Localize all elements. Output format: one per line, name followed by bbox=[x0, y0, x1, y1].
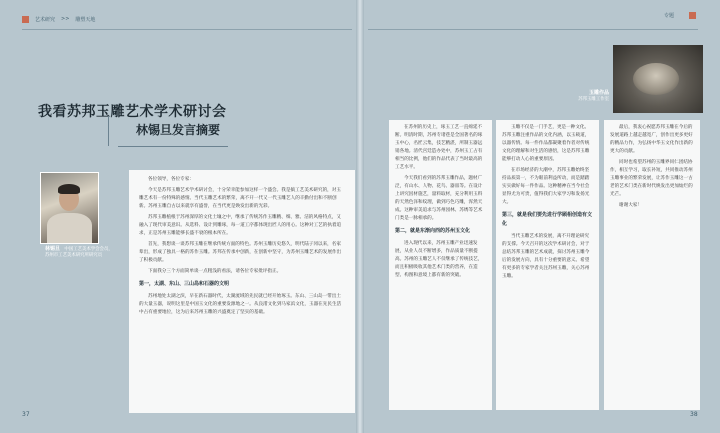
article-column-3 bbox=[496, 120, 599, 410]
figure-title: 玉雕作品 bbox=[588, 90, 609, 96]
breadcrumb-item: 艺术研究 bbox=[35, 16, 56, 23]
paragraph: 同时也希望苏州的玉雕界同仁团结协作，相互学习，取长补短，共同推动苏州玉雕事业的繁荣发展，让苏作玉雕这一古老的艺术门类在新时代焕发出更加灿烂的光芒。 bbox=[610, 160, 693, 198]
author-role: 中国工艺美术学会会员，苏州市工艺美术研究所研究员 bbox=[45, 247, 113, 259]
section-label: 专题 bbox=[663, 13, 674, 19]
article-column-4 bbox=[604, 120, 700, 410]
paragraph: 下面我分三个方面简单谈一点粗浅的看法，请各位专家批评指正。 bbox=[148, 269, 282, 275]
page-number-right: 38 bbox=[690, 411, 698, 418]
paragraph: 苏州地处太湖之滨，早在新石器时代，太湖流域的先民就已经开始琢玉。东山、三山岛一带出土的大量玉器，说明这里是中国玉文化的重要发源地之一。从良渚文化到马家浜文化，玉器在先民生活中占有重要地位，这为后来苏州玉雕的兴盛奠定了坚实的基础。 bbox=[139, 294, 342, 316]
breadcrumb-separator: >> bbox=[61, 16, 70, 22]
paragraph: 最后，我衷心祝愿苏邦玉雕在今后的发展道路上越走越宽广，创作出更多更好的精品力作，为弘扬中华玉文化作出新的更大的贡献。 bbox=[610, 125, 693, 155]
paragraph: 在市场经济的大潮中，苏邦玉雕始终坚持品质第一，不为眼前利益所动，而是踏踏实实做好每一件作品。这种精神在当今社会显得尤为可贵，值得我们大家学习和发扬光大。 bbox=[502, 168, 590, 206]
author-name: 林锡旦 bbox=[45, 246, 61, 252]
section-heading: 第三，就是我们要先进行学顾相创造有文化 bbox=[502, 212, 593, 228]
article-title: 我看苏邦玉雕艺术学术研讨会 bbox=[38, 104, 227, 120]
title-underline bbox=[118, 146, 228, 147]
article-column-2 bbox=[389, 120, 492, 410]
paragraph: 苏邦玉雕植根于苏州深厚的文化土壤之中，继承了传统苏作玉雕精、细、雅、洁的风格特点，又融入了现代审美意识。从选料、设计到雕琢，每一道工序都体现出匠人的用心。这种对工艺的执着追求，正是苏州玉雕能够长盛不衰的根本所在。 bbox=[139, 215, 342, 237]
breadcrumb-item: 雕塑天地 bbox=[75, 16, 96, 23]
paragraph: 谢谢大家！ bbox=[619, 203, 642, 209]
author-photo bbox=[40, 172, 99, 244]
paragraph: 当代玉雕艺术的发展，离不开理论研究的支撑。今天召开的这次学术研讨会，对于总结苏邦玉雕的艺术成就，探讨苏州玉雕今后的发展方向，具有十分重要的意义。希望有更多的专家学者关注苏州玉雕，关心苏州玉雕。 bbox=[502, 233, 590, 279]
section-heading: 第二，就是东渐向西的苏州玉文化 bbox=[395, 228, 471, 235]
article-subtitle: 林锡旦发言摘要 bbox=[136, 123, 221, 137]
paragraph: 进入现代以来，苏州玉雕产业迅速发展，从业人员不断增多，作品质量不断提高。苏州的玉雕艺人不仅继承了传统技艺，而且积极吸收其他艺术门类的营养，在造型、构图和意境上都有新的突破。 bbox=[395, 241, 483, 279]
title-bracket bbox=[108, 116, 123, 146]
header-rule bbox=[368, 29, 698, 30]
section-marker-icon bbox=[689, 12, 696, 19]
paragraph: 今天是苏邦玉雕艺术学术研讨会，十分荣幸能参加这样一个盛会。我是搞工艺美术研究的，对玉雕艺术有一份特殊的感情。当代玉雕艺术的繁荣，离不开一代又一代玉雕艺人的辛勤付出和不断创新。苏州玉雕自古以来就享有盛誉，在当代更是焕发出新的光彩。 bbox=[139, 188, 341, 210]
author-caption bbox=[45, 246, 117, 259]
paragraph: 今天我们看到的苏邦玉雕作品，题材广泛，有山水、人物、花鸟、器皿等。在设计上讲究因材施艺，量料取材，充分利用玉料的天然色泽和纹理，做到巧色巧雕，浑然天成。这种审美追求与苏州园林、苏绣等艺术门类是一脉相承的。 bbox=[395, 176, 483, 222]
figure-desc: 苏邦玉雕工作室 bbox=[578, 97, 609, 102]
page-spine bbox=[356, 0, 364, 433]
section-heading: 第一，太湖、东山、三山岛和石器的文明 bbox=[139, 281, 230, 288]
jade-artwork-image bbox=[613, 45, 703, 113]
section-header bbox=[0, 12, 720, 26]
figure-caption bbox=[567, 90, 609, 103]
article-column-1 bbox=[129, 170, 355, 413]
paragraph: 玉雕不仅是一门手艺，更是一种文化。苏邦玉雕注重作品的文化内涵，以玉载道，以器传情。每一件作品都凝聚着作者对传统文化的理解和对生活的感悟，这是苏邦玉雕能够打动人心的重要原因。 bbox=[502, 125, 590, 163]
paragraph: 各位领导，各位专家： bbox=[148, 177, 194, 182]
paragraph: 首先，我想谈一谈苏邦玉雕在继承传统方面的特色。苏州玉雕历史悠久，明代陆子冈以来，名家辈出，形成了独具一格的苏作玉雕。苏邦在传承中创新，在创新中坚守，为苏州玉雕艺术的发展作出了积极贡献。 bbox=[139, 242, 342, 264]
page-number-left: 37 bbox=[22, 411, 30, 418]
header-rule bbox=[22, 29, 352, 30]
paragraph: 在苏州的历史上，琢玉工艺一直绵延不断。明清时期，苏州专诸巷是全国著名的琢玉中心，名匠云集，技艺精湛，所制玉器远销各地。清代宫廷造办处中，苏州玉工占有相当的比例，他们的作品代表了当时最高的工艺水平。 bbox=[395, 125, 483, 171]
